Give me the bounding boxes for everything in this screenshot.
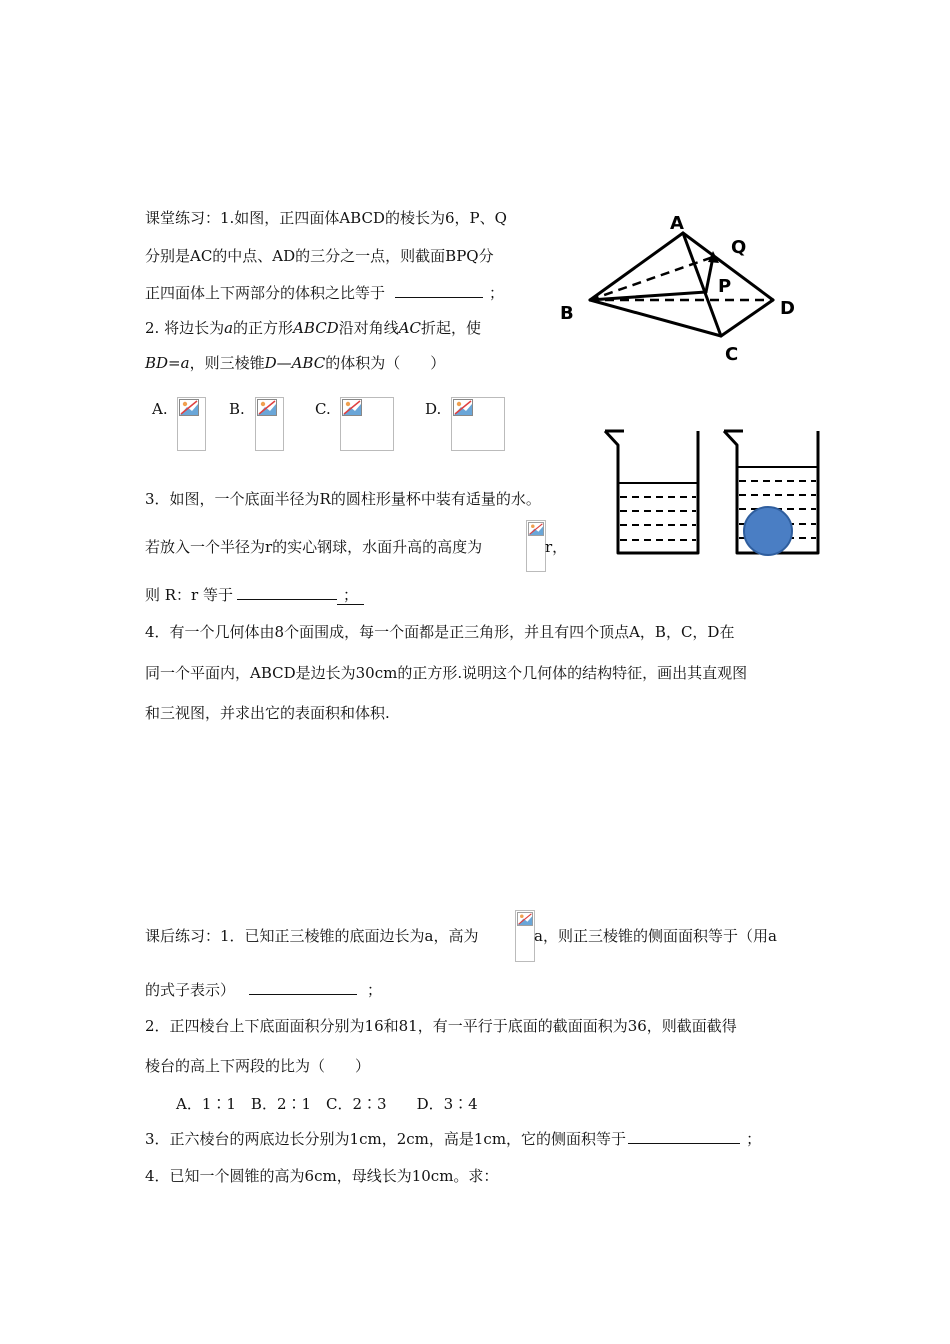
- q2-text: ，则三棱锥: [189, 354, 265, 372]
- vertex-label-c: C: [725, 344, 739, 365]
- s2-line2-text: 的式子表示）: [145, 981, 236, 999]
- q2-text: 的正方形: [233, 319, 294, 337]
- s2-q2-line1: 2．正四棱台上下底面面积分别为16和81，有一平行于底面的截面面积为36，则截面截得: [145, 1017, 737, 1035]
- vertex-label-p: P: [718, 276, 732, 297]
- vertex-label-a: A: [670, 213, 684, 234]
- s2-line1-b: a，则正三棱锥的侧面面积等于（用a: [534, 927, 777, 945]
- s1-q3-line3: [145, 585, 364, 605]
- option-a-label: A.: [152, 400, 168, 418]
- q2-text: 的体积为（ ）: [325, 354, 446, 372]
- q2-text: 2. 将边长为: [145, 319, 225, 337]
- s1-q2-line1: [145, 318, 481, 338]
- answer-blank[interactable]: [628, 1129, 740, 1144]
- vertex-label-q: Q: [731, 237, 747, 258]
- option-c-image[interactable]: [340, 397, 394, 451]
- s1-q3-line2-a: 若放入一个半径为r的实心钢球，水面升高的高度为: [145, 538, 483, 556]
- tetrahedron-figure: [552, 205, 812, 370]
- s1-q3-line3-end: ；: [337, 586, 364, 605]
- broken-image-icon: [179, 399, 199, 416]
- option-c-label: C.: [315, 400, 331, 418]
- s1-q4-line3: 和三视图，并求出它的表面积和体积.: [145, 704, 390, 722]
- s2-line2: [145, 980, 382, 1000]
- s2-q3-text: 3．正六棱台的两底边长分别为1cm，2cm，高是1cm，它的侧面积等于: [145, 1130, 627, 1148]
- s1-line2: 分别是AC的中点、AD的三分之一点，则截面BPQ分: [145, 247, 494, 265]
- s1-line3-end: ；: [489, 284, 505, 302]
- broken-image-icon: [257, 399, 277, 416]
- option-d-label: D.: [425, 400, 442, 418]
- option-a-image[interactable]: [177, 397, 206, 451]
- formula-image[interactable]: [515, 910, 535, 962]
- s1-q3-line3-text: 则 R：r 等于: [145, 586, 234, 604]
- s2-line1-a: 课后练习：1．已知正三棱锥的底面边长为a，高为: [145, 927, 479, 945]
- s1-q4-line1: 4．有一个几何体由8个面围成，每一个面都是正三角形，并且有四个顶点A，B，C，D在: [145, 623, 735, 641]
- s2-q3: [145, 1129, 761, 1149]
- answer-blank[interactable]: [395, 283, 483, 298]
- s1-line3: [145, 283, 504, 303]
- s1-line1: 课堂练习：1.如图，正四面体ABCD的棱长为6，P、Q: [145, 209, 507, 227]
- s1-q2-line2: [145, 353, 445, 373]
- broken-image-icon: [342, 399, 362, 416]
- broken-image-icon: [528, 522, 544, 536]
- steel-ball: [744, 507, 792, 555]
- answer-blank[interactable]: [249, 980, 357, 995]
- vertex-label-d: D: [780, 298, 795, 319]
- q2-var: AC: [398, 319, 422, 337]
- broken-image-icon: [453, 399, 473, 416]
- q2-var: D—ABC: [264, 354, 326, 372]
- q2-var: ABCD: [293, 319, 339, 337]
- broken-image-icon: [517, 912, 533, 926]
- formula-image[interactable]: [526, 520, 546, 572]
- s2-q3-end: ；: [746, 1130, 762, 1148]
- measuring-cups-figure: [598, 427, 824, 557]
- option-b-label: B.: [229, 400, 245, 418]
- answer-blank[interactable]: [237, 585, 337, 600]
- s1-q3-line2-b: r，: [545, 538, 568, 556]
- s2-line2-end: ；: [367, 981, 383, 999]
- s2-q2-options: A．1∶1 B．2∶1 C．2∶3 D．3∶4: [176, 1095, 478, 1113]
- vertex-label-b: B: [560, 303, 574, 324]
- option-b-image[interactable]: [255, 397, 284, 451]
- q2-var: BD=a: [145, 354, 190, 372]
- option-d-image[interactable]: [451, 397, 505, 451]
- s1-q4-line2: 同一个平面内，ABCD是边长为30cm的正方形.说明这个几何体的结构特征，画出其直观图: [145, 664, 748, 682]
- s2-q4: 4．已知一个圆锥的高为6cm，母线长为10cm。求：: [145, 1167, 499, 1185]
- q2-var: a: [224, 319, 234, 337]
- s1-line3-text: 正四面体上下两部分的体积之比等于: [145, 284, 386, 302]
- q2-text: 折起，使: [421, 319, 482, 337]
- s2-q2-line2: 棱台的高上下两段的比为（ ）: [145, 1057, 371, 1075]
- s1-q3-line1: 3．如图，一个底面半径为R的圆柱形量杯中装有适量的水。: [145, 490, 541, 508]
- q2-text: 沿对角线: [338, 319, 399, 337]
